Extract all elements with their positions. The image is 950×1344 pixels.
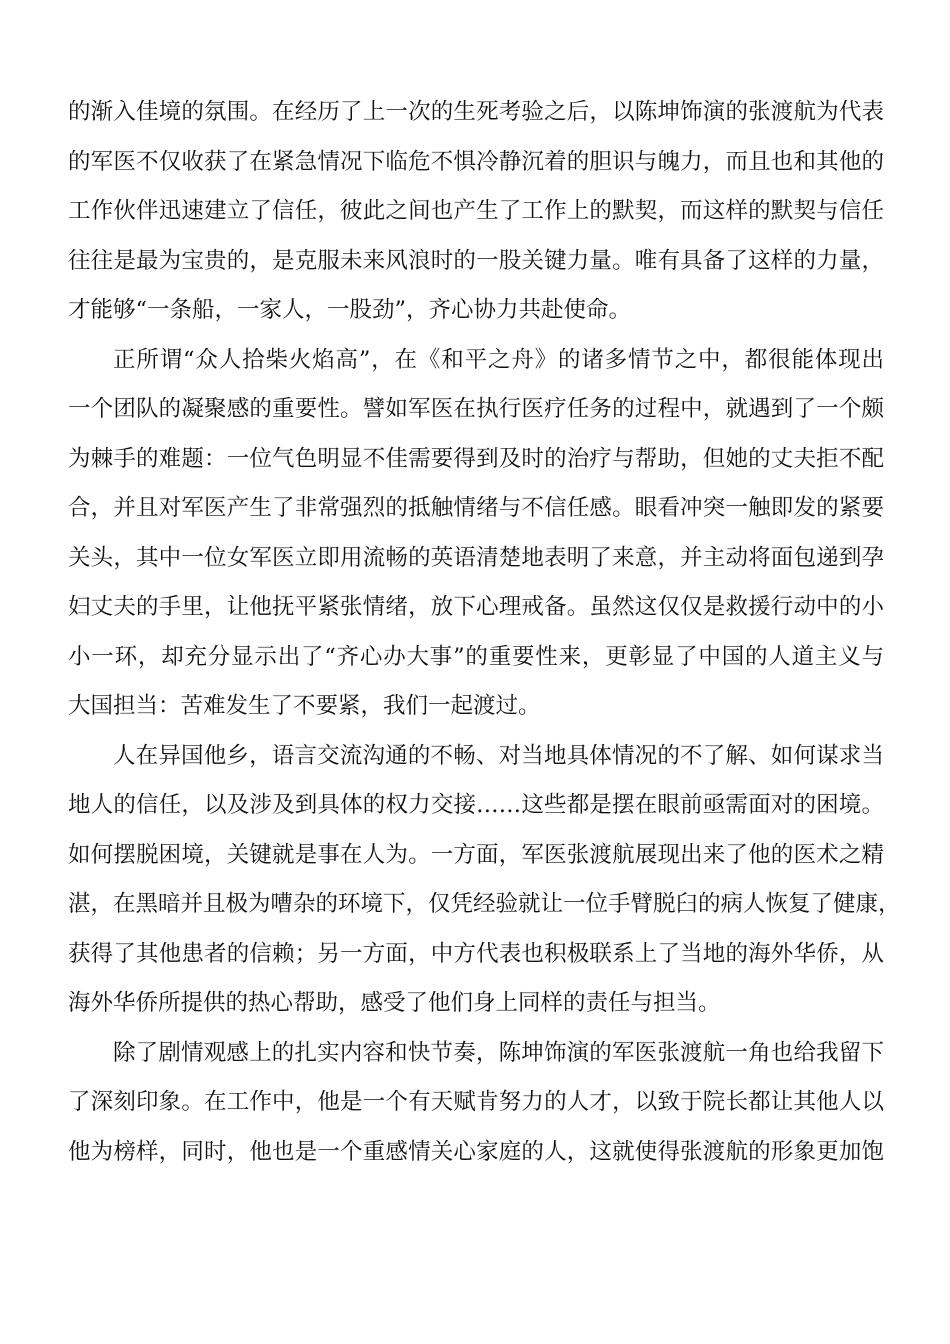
text-line: 一个团队的凝聚感的重要性。譬如军医在执行医疗任务的过程中，就遇到了一个颇: [68, 396, 884, 422]
article-body: [68, 88, 901, 1177]
text-line: 往往是最为宝贵的，是克服未来风浪时的一股关键力量。唯有具备了这样的力量，: [68, 247, 884, 274]
text-line: 了深刻印象。在工作中，他是一个有天赋肯努力的人才，以致于院长都让其他人以: [68, 1089, 884, 1115]
text-line: 为棘手的难题：一位气色明显不佳需要得到及时的治疗与帮助，但她的丈夫拒不配: [68, 445, 884, 472]
paragraph-1: [68, 88, 884, 336]
text-line: 小一环，却充分显示出了“齐心办大事”的重要性来，更彰显了中国的人道主义与: [68, 643, 884, 670]
text-line: 的军医不仅收获了在紧急情况下临危不惧冷静沉着的胆识与魄力，而且也和其他的: [68, 148, 884, 175]
text-line: 妇丈夫的手里，让他抚平紧张情绪，放下心理戒备。虽然这仅仅是救援行动中的小: [68, 594, 884, 620]
text-line: 正所谓“众人拾柴火焰高”，在《和平之舟》的诸多情节之中，都很能体现出: [113, 346, 884, 373]
text-line: 他为榜样，同时，他也是一个重感情关心家庭的人，这就使得张渡航的形象更加饱: [68, 1138, 884, 1165]
text-line: 才能够“一条船，一家人，一股劲”，齐心协力共赴使命。: [68, 297, 632, 323]
paragraph-2: [68, 336, 884, 732]
text-line: 湛，在黑暗并且极为嘈杂的环境下，仅凭经验就让一位手臂脱臼的病人恢复了健康，: [68, 891, 901, 917]
text-line: 工作伙伴迅速建立了信任，彼此之间也产生了工作上的默契，而这样的默契与信任: [68, 198, 884, 224]
text-line: 的渐入佳境的氛围。在经历了上一次的生死考验之后，以陈坤饰演的张渡航为代表: [68, 99, 884, 125]
text-line: 大国担当：苦难发生了不要紧，我们一起渡过。: [68, 693, 541, 719]
text-line: 获得了其他患者的信赖；另一方面，中方代表也积极联系上了当地的海外华侨，从: [68, 940, 884, 967]
paragraph-4: [68, 1029, 884, 1178]
text-line: 合，并且对军医产生了非常强烈的抵触情绪与不信任感。眼看冲突一触即发的紧要: [68, 495, 884, 521]
paragraph-3: [68, 732, 901, 1029]
text-line: 海外华侨所提供的热心帮助，感受了他们身上同样的责任与担当。: [68, 990, 721, 1016]
text-line: 除了剧情观感上的扎实内容和快节奏，陈坤饰演的军医张渡航一角也给我留下: [113, 1039, 884, 1066]
text-line: 关头，其中一位女军医立即用流畅的英语清楚地表明了来意，并主动将面包递到孕: [68, 544, 884, 571]
text-line: 如何摆脱困境，关键就是事在人为。一方面，军医张渡航展现出来了他的医术之精: [68, 841, 884, 868]
text-line: 人在异国他乡，语言交流沟通的不畅、对当地具体情况的不了解、如何谋求当: [113, 742, 884, 769]
text-line: 地人的信任，以及涉及到具体的权力交接……这些都是摆在眼前亟需面对的困境。: [68, 792, 884, 818]
